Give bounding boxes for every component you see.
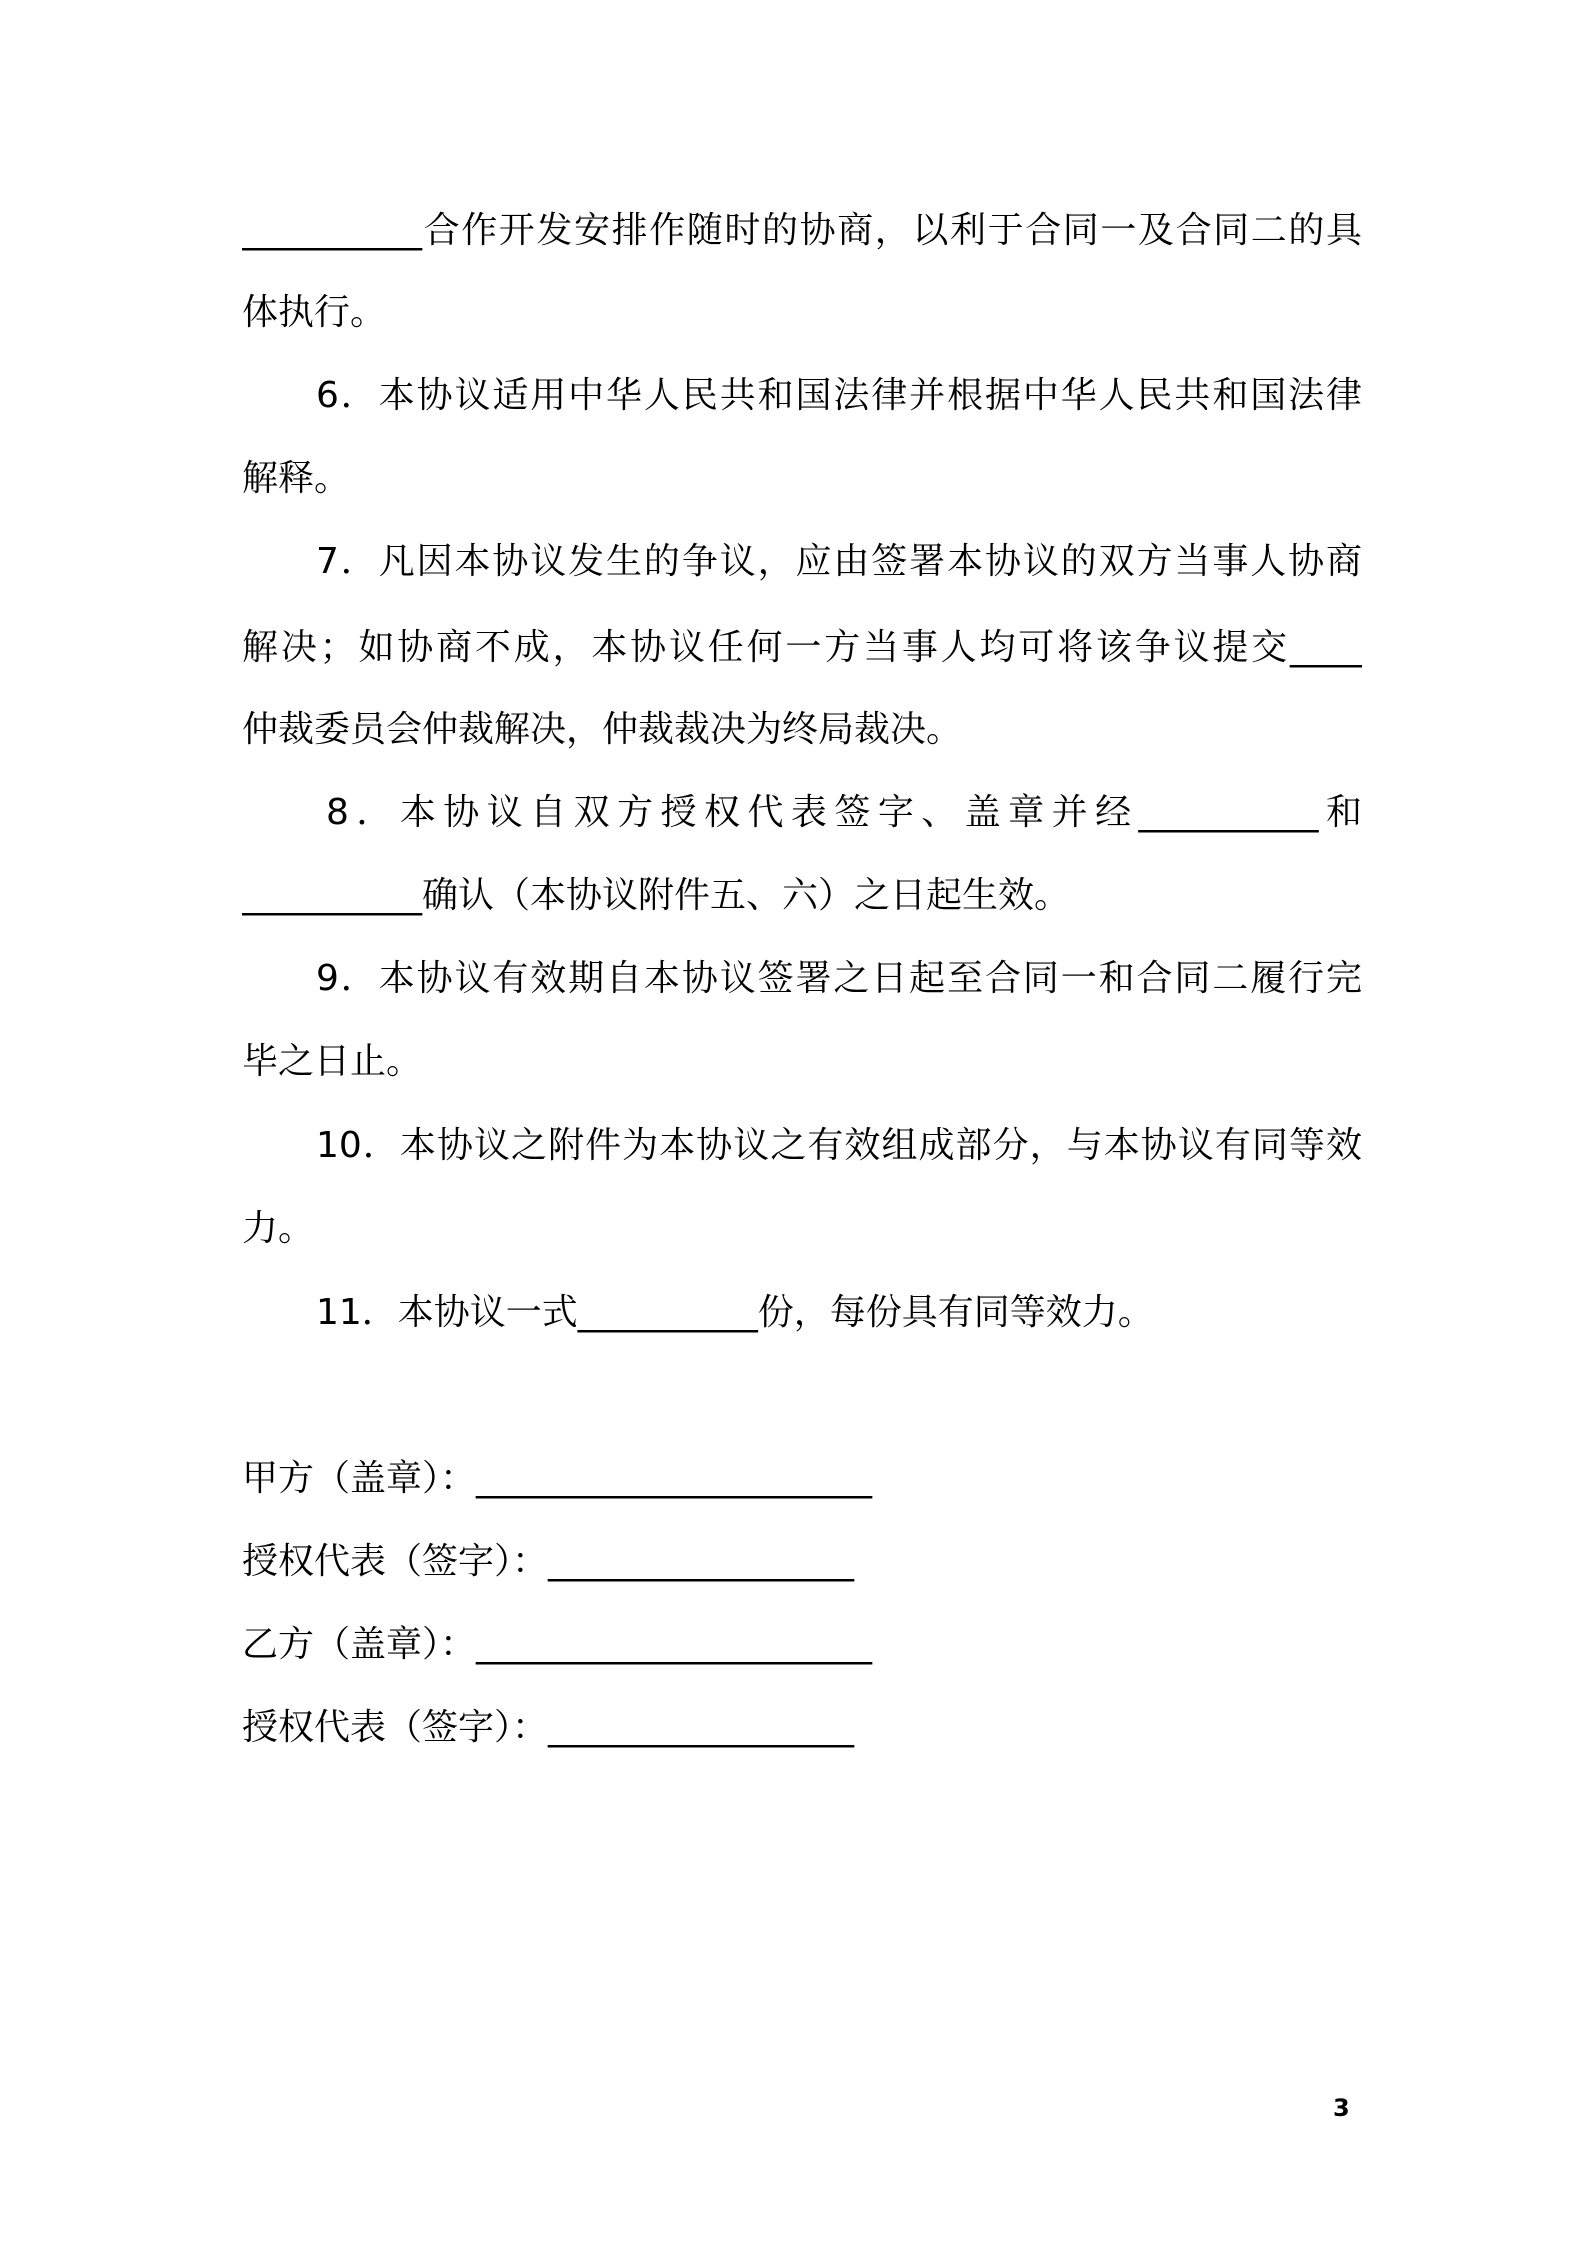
clause-7-line-1: 7．凡因本协议发生的争议，应由签署本协议的双方当事人协商 — [316, 541, 1362, 582]
page-number: 3 — [1333, 2094, 1350, 2122]
paragraph-line-1: __________合作开发安排作随时的协商，以利于合同一及合同二的具 — [242, 210, 1362, 251]
clause-10-line-1: 10．本协议之附件为本协议之有效组成部分，与本协议有同等效 — [316, 1125, 1362, 1166]
clause-9-line-1: 9．本协议有效期自本协议签署之日起至合同一和合同二履行完 — [316, 958, 1362, 999]
clause-7-line-2: 解决；如协商不成，本协议任何一方当事人均可将该争议提交____ — [242, 627, 1362, 668]
paragraph-line-2: 体执行。 — [242, 292, 387, 333]
clause-8-line-2: __________确认（本协议附件五、六）之日起生效。 — [242, 875, 1071, 916]
clause-6-line-1: 6．本协议适用中华人民共和国法律并根据中华人民共和国法律 — [316, 375, 1362, 416]
party-b-representative-line: 授权代表（签字）：_________________ — [242, 1707, 855, 1748]
party-b-seal-line: 乙方（盖章）：______________________ — [242, 1624, 873, 1665]
clause-11-line-1: 11．本协议一式__________份，每份具有同等效力。 — [316, 1292, 1154, 1333]
clause-10-line-2: 力。 — [242, 1208, 315, 1249]
clause-8-line-1: 8．本协议自双方授权代表签字、盖章并经__________和 — [326, 792, 1362, 833]
clause-7-line-3: 仲裁委员会仲裁解决，仲裁裁决为终局裁决。 — [242, 709, 963, 750]
clause-6-line-2: 解释。 — [242, 458, 351, 499]
party-a-seal-line: 甲方（盖章）：______________________ — [242, 1458, 873, 1499]
party-a-representative-line: 授权代表（签字）：_________________ — [242, 1541, 855, 1582]
clause-9-line-2: 毕之日止。 — [242, 1041, 423, 1082]
